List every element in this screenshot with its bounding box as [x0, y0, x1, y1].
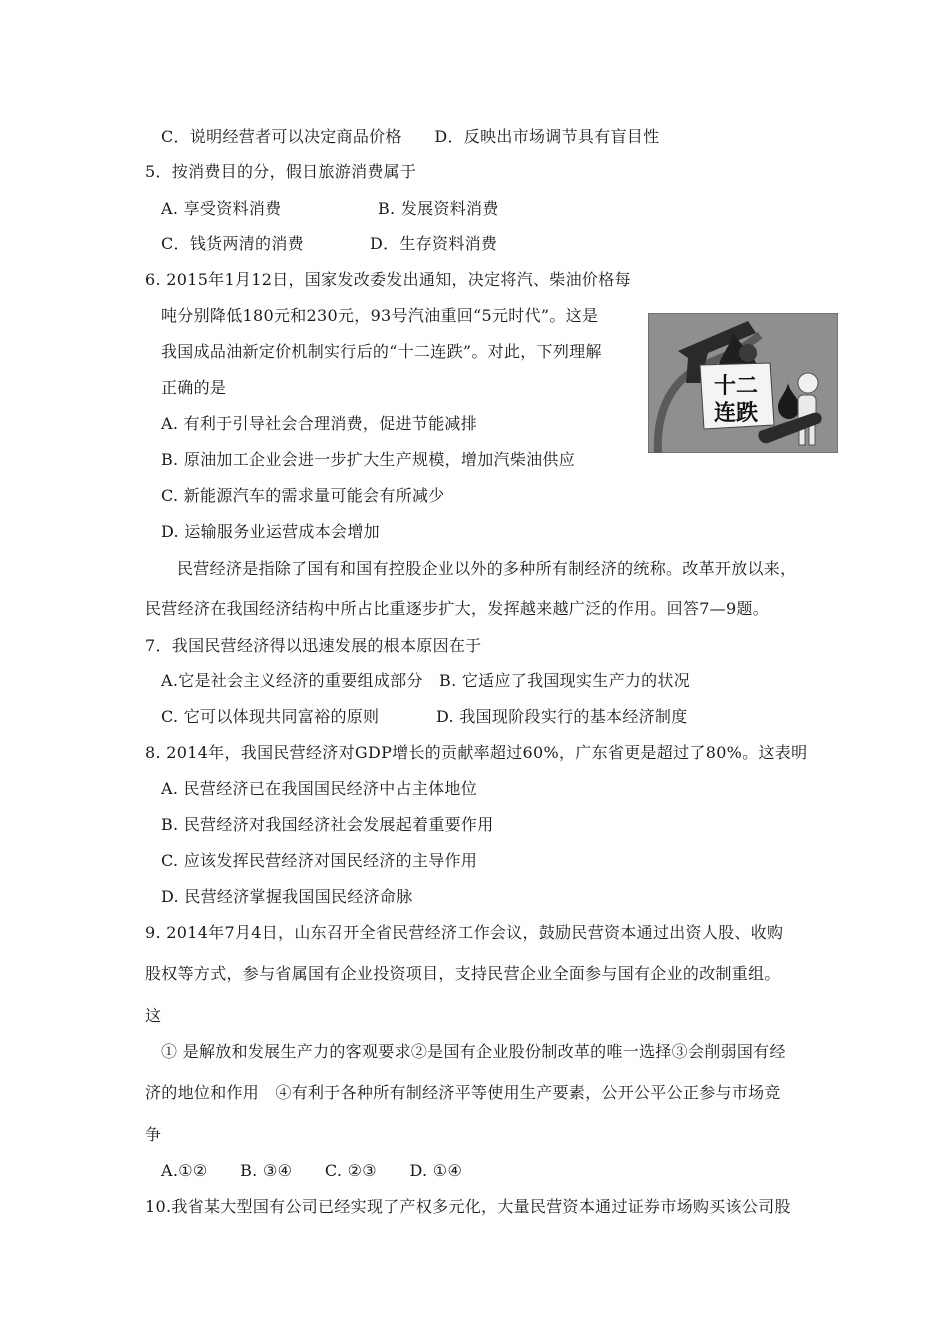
passage-line-1: 民营经济是指除了国有和国有控股企业以外的多种所有制经济的统称。改革开放以来， — [177, 559, 797, 578]
q8-option-a: A. 民营经济已在我国国民经济中占主体地位 — [161, 779, 478, 798]
q5-option-a: A. 享受资料消费 — [161, 199, 282, 218]
q7-option-c: C. 它可以体现共同富裕的原则 — [161, 707, 380, 726]
passage-line-2: 民营经济在我国经济结构中所占比重逐步扩大，发挥越来越广泛的作用。回答7—9题。 — [145, 599, 770, 618]
q8-stem: 8. 2014年，我国民营经济对GDP增长的贡献率超过60%，广东省更是超过了80%。这表明 — [145, 743, 808, 762]
sign-text-line2: 连跌 — [713, 401, 759, 426]
q5-option-c: C．钱货两清的消费 — [161, 234, 304, 253]
q9-stem-2: 股权等方式，参与省属国有企业投资项目，支持民营企业全面参与国有企业的改制重组。 — [145, 964, 781, 983]
q6-stem-2: 吨分别降低180元和230元，93号汽油重回“5元时代”。这是 — [161, 306, 599, 325]
q8-option-b: B. 民营经济对我国经济社会发展起着重要作用 — [161, 815, 494, 834]
q6-stem-3: 我国成品油新定价机制实行后的“十二连跌”。对此，下列理解 — [161, 342, 602, 361]
q5-option-b: B. 发展资料消费 — [378, 199, 499, 218]
q6-option-d: D. 运输服务业运营成本会增加 — [161, 522, 380, 541]
sign-text-line1: 十二 — [713, 374, 759, 399]
q8-option-d: D. 民营经济掌握我国国民经济命脉 — [161, 887, 413, 906]
q6-option-a: A. 有利于引导社会合理消费，促进节能减排 — [161, 414, 478, 433]
q9-stem-3: 这 — [145, 1006, 162, 1025]
q10-stem: 10.我省某大型国有公司已经实现了产权多元化，大量民营资本通过证券市场购买该公司股 — [145, 1197, 791, 1216]
oil-drop-small-icon — [739, 344, 757, 362]
q9-options: A.①② B. ③④ C. ②③ D. ①④ — [161, 1161, 463, 1180]
q7-stem: 7．我国民营经济得以迅速发展的根本原因在于 — [145, 636, 482, 655]
q7-options-ab: A.它是社会主义经济的重要组成部分 B. 它适应了我国现实生产力的状况 — [161, 671, 691, 690]
q6-stem-1: 6. 2015年1月12日，国家发改委发出通知，决定将汽、柴油价格每 — [145, 270, 631, 289]
q7-option-d: D. 我国现阶段实行的基本经济制度 — [436, 707, 688, 726]
q9-stem-1: 9. 2014年7月4日，山东召开全省民营经济工作会议，鼓励民营资本通过出资人股、收购 — [145, 923, 784, 942]
q9-statements-2: 济的地位和作用 ④有利于各种所有制经济平等使用生产要素，公开公平公正参与市场竞 — [145, 1083, 781, 1102]
q6-option-c: C. 新能源汽车的需求量可能会有所减少 — [161, 486, 445, 505]
q4-options-cd: C．说明经营者可以决定商品价格 D．反映出市场调节具有盲目性 — [161, 127, 660, 146]
oil-price-drop-illustration — [648, 313, 838, 453]
q6-stem-4: 正确的是 — [161, 378, 227, 397]
q9-statements-1: ① 是解放和发展生产力的客观要求②是国有企业股份制改革的唯一选择③会削弱国有经 — [161, 1042, 786, 1061]
q5-option-d: D．生存资料消费 — [370, 234, 498, 253]
q8-option-c: C. 应该发挥民营经济对国民经济的主导作用 — [161, 851, 478, 870]
q5-stem: 5．按消费目的分，假日旅游消费属于 — [145, 162, 417, 181]
q9-statements-3: 争 — [145, 1125, 162, 1144]
q6-option-b: B. 原油加工企业会进一步扩大生产规模，增加汽柴油供应 — [161, 450, 576, 469]
